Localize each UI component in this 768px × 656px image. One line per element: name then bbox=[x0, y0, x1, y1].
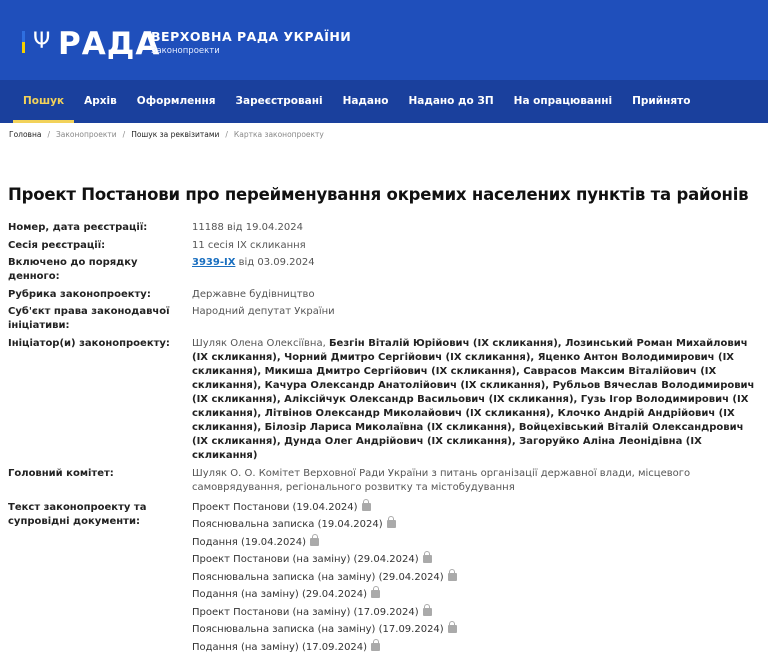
document-title: Подання (на заміну) (17.09.2024) bbox=[192, 642, 367, 653]
initiators-list: Безгін Віталій Юрійович (IX скликання), Лозинський Роман Михайлович (IX скликання), Чорний Дмитро Сергійович (IX скликання), Яценко Антон Володимирович (IX скликання), Микиша Дмитро Сергійович (IX скликання), Саврасов Максим Віталійович (IX скликання), Качура Олександр Анатолійович (IX скликання), Рубльов Вячеслав Володимирович (IX скликання), Аліксійчук Олександр Васильович (IX скликання), Гузь Ігор Володимирович (IX скликання), Літвінов Олександр Миколайович (IX скликання), Клочко Андрій Андрійович (IX скликання), Білозір Лариса Миколаївна (IX скликання), Войцехівський Віталій Олександрович (IX скликання), Дунда Олег Андрійович (IX скликання), Загоруйко Аліна Леонідівна (IX скликання) bbox=[192, 338, 754, 461]
document-title: Проект Постанови (на заміну) (17.09.2024) bbox=[192, 607, 419, 618]
org-name: ВЕРХОВНА РАДА УКРАЇНИ bbox=[151, 29, 351, 44]
lock-icon bbox=[423, 555, 432, 563]
initiator-first: Шуляк Олена Олексіївна, bbox=[192, 338, 326, 349]
nav-processing[interactable]: Оформлення bbox=[127, 80, 226, 123]
crumb-home[interactable]: Головна bbox=[9, 130, 41, 139]
number-value: 11188 від 19.04.2024 bbox=[192, 221, 768, 235]
lock-icon bbox=[448, 625, 457, 633]
document-link[interactable] bbox=[192, 499, 760, 517]
section-name: Законопроекти bbox=[151, 46, 220, 56]
agenda-link[interactable]: 3939-IX bbox=[192, 257, 235, 268]
lock-icon bbox=[371, 643, 380, 651]
document-link[interactable] bbox=[192, 516, 760, 534]
document-title: Подання (19.04.2024) bbox=[192, 537, 306, 548]
lock-icon bbox=[371, 590, 380, 598]
document-title: Проект Постанови (19.04.2024) bbox=[192, 502, 358, 513]
label: Ініціатор(и) законопроекту: bbox=[0, 337, 192, 463]
lock-icon bbox=[448, 573, 457, 581]
document-title: Пояснювальна записка (на заміну) (29.04.2024) bbox=[192, 572, 444, 583]
lock-icon bbox=[310, 538, 319, 546]
nav-provided-zp[interactable]: Надано до ЗП bbox=[398, 80, 503, 123]
label: Номер, дата реєстрації: bbox=[0, 221, 192, 235]
flag-icon bbox=[22, 31, 25, 53]
logo[interactable]: РАДА bbox=[58, 24, 160, 64]
nav-adopted[interactable]: Прийнято bbox=[622, 80, 700, 123]
label: Включено до порядку денного: bbox=[0, 256, 192, 284]
lock-icon bbox=[423, 608, 432, 616]
bill-info bbox=[0, 221, 768, 656]
subject-value: Народний депутат України bbox=[192, 305, 768, 333]
label: Рубрика законопроекту: bbox=[0, 288, 192, 302]
nav-search[interactable]: Пошук bbox=[13, 80, 74, 123]
document-link[interactable] bbox=[192, 621, 760, 639]
rubric-value: Державне будівництво bbox=[192, 288, 768, 302]
nav-provided[interactable]: Надано bbox=[333, 80, 399, 123]
document-link[interactable] bbox=[192, 639, 760, 656]
crumb-bills[interactable]: Законопроекти bbox=[56, 130, 117, 139]
main-nav bbox=[0, 80, 768, 123]
page-title: Проект Постанови про перейменування окремих населених пунктів та районів bbox=[8, 185, 768, 204]
lock-icon bbox=[387, 520, 396, 528]
document-title: Пояснювальна записка (на заміну) (17.09.2024) bbox=[192, 624, 444, 635]
document-title: Проект Постанови (на заміну) (29.04.2024) bbox=[192, 554, 419, 565]
document-title: Подання (на заміну) (29.04.2024) bbox=[192, 589, 367, 600]
document-link[interactable] bbox=[192, 534, 760, 552]
crumb-search[interactable]: Пошук за реквізитами bbox=[131, 130, 219, 139]
document-title: Пояснювальна записка (19.04.2024) bbox=[192, 519, 383, 530]
committee-value: Шуляк О. О. Комітет Верховної Ради України з питань організації державної влади, місцевого самоврядування, регіонального розвитку та містобудування bbox=[192, 467, 768, 495]
session-value: 11 сесія IX скликання bbox=[192, 239, 768, 253]
nav-in-work[interactable]: На опрацюванні bbox=[504, 80, 622, 123]
document-link[interactable] bbox=[192, 604, 760, 622]
site-header bbox=[0, 0, 768, 80]
document-link[interactable] bbox=[192, 551, 760, 569]
trident-icon: Ψ bbox=[33, 28, 50, 56]
document-link[interactable] bbox=[192, 569, 760, 587]
label: Головний комітет: bbox=[0, 467, 192, 495]
document-link[interactable] bbox=[192, 586, 760, 604]
crumb-card: Картка законопроекту bbox=[234, 130, 324, 139]
nav-archive[interactable]: Архів bbox=[74, 80, 127, 123]
label: Сесія реєстрації: bbox=[0, 239, 192, 253]
documents-list bbox=[192, 499, 768, 656]
breadcrumb: Головна / Законопроекти / Пошук за реквізитами / Картка законопроекту bbox=[0, 123, 768, 146]
lock-icon bbox=[362, 503, 371, 511]
nav-registered[interactable]: Зареєстровані bbox=[226, 80, 333, 123]
label: Текст законопроекту та супровідні документи: bbox=[0, 501, 180, 656]
agenda-date: від 03.09.2024 bbox=[239, 257, 315, 268]
label: Суб'єкт права законодавчої ініціативи: bbox=[0, 305, 180, 333]
